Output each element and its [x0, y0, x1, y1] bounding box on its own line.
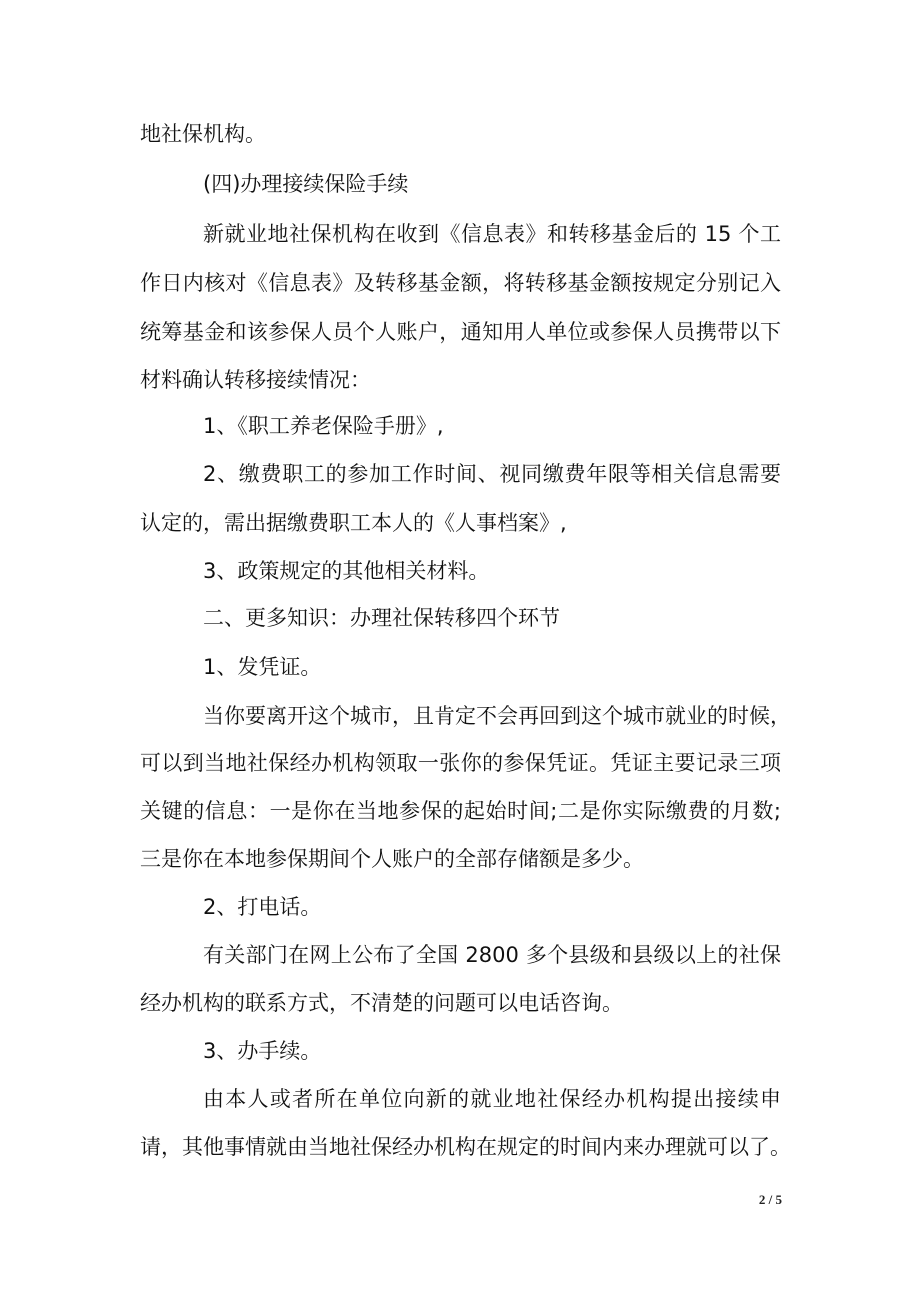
text-line: 作日内核对《信息表》及转移基金额，将转移基金额按规定分别记入 — [140, 271, 781, 295]
text-line: 认定的，需出据缴费职工本人的《人事档案》, — [140, 511, 567, 535]
list-item: 2、打电话。 — [203, 895, 322, 919]
section-heading: (四)办理接续保险手续 — [203, 172, 409, 196]
list-item: 3、政策规定的其他相关材料。 — [203, 559, 490, 583]
text-line: 三是你在本地参保期间个人账户的全部存储额是多少。 — [140, 847, 644, 871]
text-line: 请，其他事情就由当地社保经办机构在规定的时间内来办理就可以了。 — [140, 1135, 791, 1159]
list-item: 1、《职工养老保险手册》, — [203, 414, 444, 438]
text-line: 由本人或者所在单位向新的就业地社保经办机构提出接续申 — [203, 1087, 781, 1111]
text-line: 材料确认转移接续情况： — [140, 368, 371, 392]
list-item: 2、缴费职工的参加工作时间、视同缴费年限等相关信息需要 — [203, 462, 781, 486]
page-number: 2 / 5 — [758, 1192, 782, 1207]
text-line: 新就业地社保机构在收到《信息表》和转移基金后的 15 个工 — [203, 222, 781, 246]
text-line: 可以到当地社保经办机构领取一张你的参保凭证。凭证主要记录三项 — [140, 751, 781, 775]
text-line: 有关部门在网上公布了全国 2800 多个县级和县级以上的社保 — [203, 943, 781, 967]
text-line: 当你要离开这个城市，且肯定不会再回到这个城市就业的时候， — [203, 704, 791, 728]
text-line: 关键的信息：一是你在当地参保的起始时间;二是你实际缴费的月数; — [140, 799, 781, 823]
text-line: 地社保机构。 — [140, 122, 266, 146]
text-line: 统筹基金和该参保人员个人账户，通知用人单位或参保人员携带以下 — [140, 320, 781, 344]
text-line: 经办机构的联系方式，不清楚的问题可以电话咨询。 — [140, 991, 623, 1015]
list-item: 1、发凭证。 — [203, 655, 322, 679]
list-item: 3、办手续。 — [203, 1039, 322, 1063]
section-heading: 二、更多知识：办理社保转移四个环节 — [203, 606, 560, 630]
